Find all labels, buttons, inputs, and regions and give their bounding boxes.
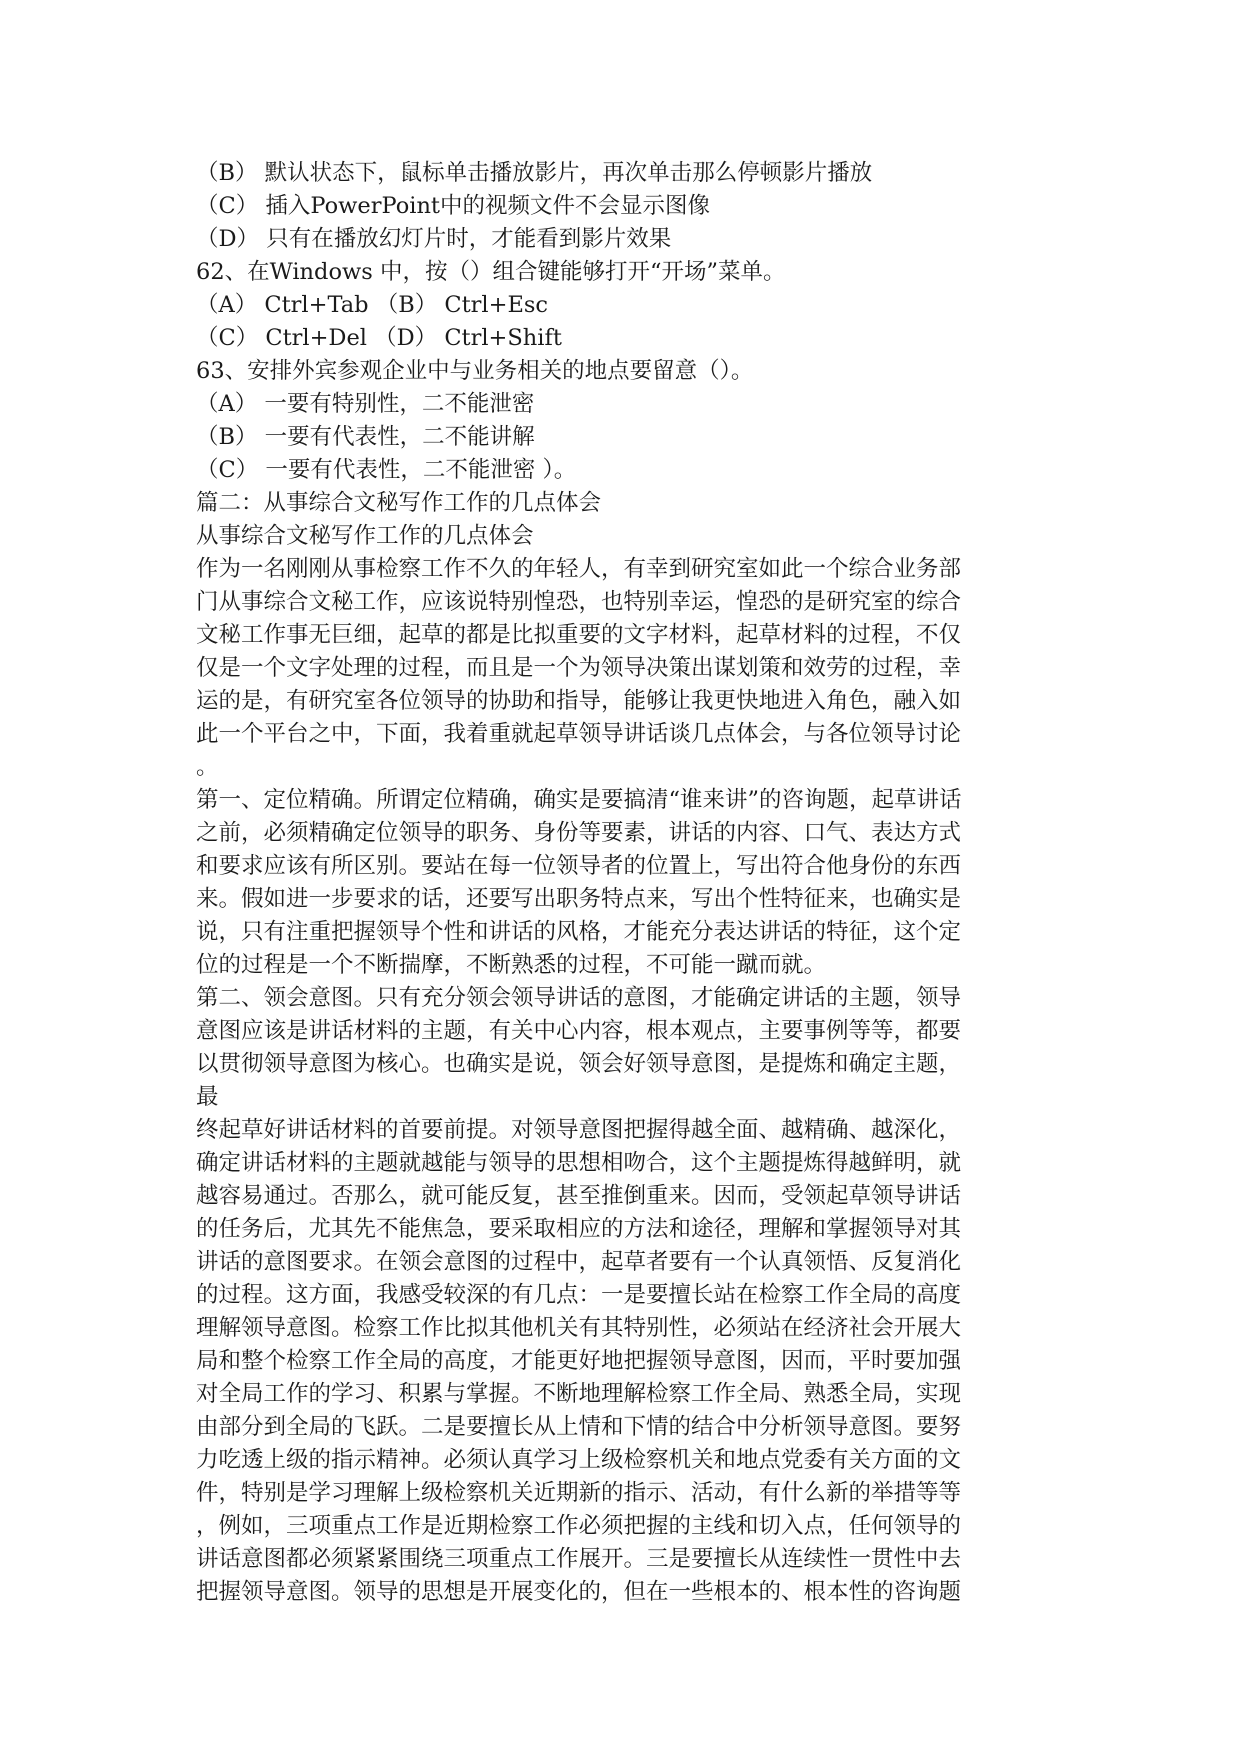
text-line: （A） 一要有特别性，二不能泄密 <box>196 391 535 417</box>
text-line: 62、在Windows 中，按（）组合键能够打开“开场”菜单。 <box>196 259 786 285</box>
text-line: （B） 一要有代表性，二不能讲解 <box>196 424 535 450</box>
text-line: 力吃透上级的指示精神。必须认真学习上级检察机关和地点党委有关方面的文 <box>196 1447 962 1473</box>
text-line: 说，只有注重把握领导个性和讲话的风格，才能充分表达讲话的特征，这个定 <box>196 919 962 945</box>
text-line: 63、安排外宾参观企业中与业务相关的地点要留意（）。 <box>196 358 754 384</box>
text-line: 越容易通过。否那么，就可能反复，甚至推倒重来。因而，受领起草领导讲话 <box>196 1183 962 1209</box>
text-line: 运的是，有研究室各位领导的协助和指导，能够让我更快地进入角色，融入如 <box>196 688 962 714</box>
text-line: 意图应该是讲话材料的主题，有关中心内容，根本观点，主要事例等等，都要 <box>196 1018 962 1044</box>
text-line: （A） Ctrl+Tab （B） Ctrl+Esc <box>196 292 549 318</box>
text-line: 作为一名刚刚从事检察工作不久的年轻人，有幸到研究室如此一个综合业务部 <box>196 556 962 582</box>
text-line: 此一个平台之中，下面，我着重就起草领导讲话谈几点体会，与各位领导讨论 <box>196 721 962 747</box>
text-line: 确定讲话材料的主题就越能与领导的思想相吻合，这个主题提炼得越鲜明，就 <box>196 1150 962 1176</box>
text-line: 之前，必须精确定位领导的职务、身份等要素，讲话的内容、口气、表达方式 <box>196 820 962 846</box>
text-line: （B） 默认状态下，鼠标单击播放影片，再次单击那么停顿影片播放 <box>196 160 873 186</box>
text-line: 。 <box>196 754 219 780</box>
text-line: 理解领导意图。检察工作比拟其他机关有其特别性，必须站在经济社会开展大 <box>196 1315 962 1341</box>
text-line: 讲话的意图要求。在领会意图的过程中，起草者要有一个认真领悟、反复消化 <box>196 1249 962 1275</box>
document-body <box>196 157 1056 1609</box>
text-line: 来。假如进一步要求的话，还要写出职务特点来，写出个性特征来，也确实是 <box>196 886 962 912</box>
text-line: 门从事综合文秘工作，应该说特别惶恐，也特别幸运，惶恐的是研究室的综合 <box>196 589 962 615</box>
text-line: 最 <box>196 1084 219 1110</box>
text-line: 篇二：从事综合文秘写作工作的几点体会 <box>196 490 602 516</box>
text-line: 的过程。这方面，我感受较深的有几点：一是要擅长站在检察工作全局的高度 <box>196 1282 962 1308</box>
text-line: 的任务后，尤其先不能焦急，要采取相应的方法和途径，理解和掌握领导对其 <box>196 1216 962 1242</box>
text-line: 第一、定位精确。所谓定位精确，确实是要搞清“谁来讲”的咨询题，起草讲话 <box>196 787 962 813</box>
text-line: 把握领导意图。领导的思想是开展变化的，但在一些根本的、根本性的咨询题 <box>196 1579 962 1605</box>
text-line: 局和整个检察工作全局的高度，才能更好地把握领导意图，因而，平时要加强 <box>196 1348 962 1374</box>
text-line: 仅是一个文字处理的过程，而且是一个为领导决策出谋划策和效劳的过程，幸 <box>196 655 962 681</box>
text-line: 文秘工作事无巨细，起草的都是比拟重要的文字材料，起草材料的过程，不仅 <box>196 622 962 648</box>
text-line: （C） 插入PowerPoint中的视频文件不会显示图像 <box>196 193 710 219</box>
text-line: 讲话意图都必须紧紧围绕三项重点工作展开。三是要擅长从连续性一贯性中去 <box>196 1546 962 1572</box>
text-line: 件，特别是学习理解上级检察机关近期新的指示、活动，有什么新的举措等等 <box>196 1480 962 1506</box>
text-line: 终起草好讲话材料的首要前提。对领导意图把握得越全面、越精确、越深化， <box>196 1117 962 1143</box>
text-line: ，例如，三项重点工作是近期检察工作必须把握的主线和切入点，任何领导的 <box>196 1513 962 1539</box>
text-line: 位的过程是一个不断揣摩，不断熟悉的过程，不可能一蹴而就。 <box>196 952 827 978</box>
text-line: （C） Ctrl+Del （D） Ctrl+Shift <box>196 325 562 351</box>
text-line: 以贯彻领导意图为核心。也确实是说，领会好领导意图，是提炼和确定主题， <box>196 1051 962 1077</box>
text-line: 第二、领会意图。只有充分领会领导讲话的意图，才能确定讲话的主题，领导 <box>196 985 962 1011</box>
text-line: 对全局工作的学习、积累与掌握。不断地理解检察工作全局、熟悉全局，实现 <box>196 1381 962 1407</box>
text-line: 和要求应该有所区别。要站在每一位领导者的位置上，写出符合他身份的东西 <box>196 853 962 879</box>
text-line: 从事综合文秘写作工作的几点体会 <box>196 523 534 549</box>
text-line: （D） 只有在播放幻灯片时，才能看到影片效果 <box>196 226 672 252</box>
text-line: 由部分到全局的飞跃。二是要擅长从上情和下情的结合中分析领导意图。要努 <box>196 1414 962 1440</box>
text-line: （C） 一要有代表性，二不能泄密 ）。 <box>196 457 577 483</box>
